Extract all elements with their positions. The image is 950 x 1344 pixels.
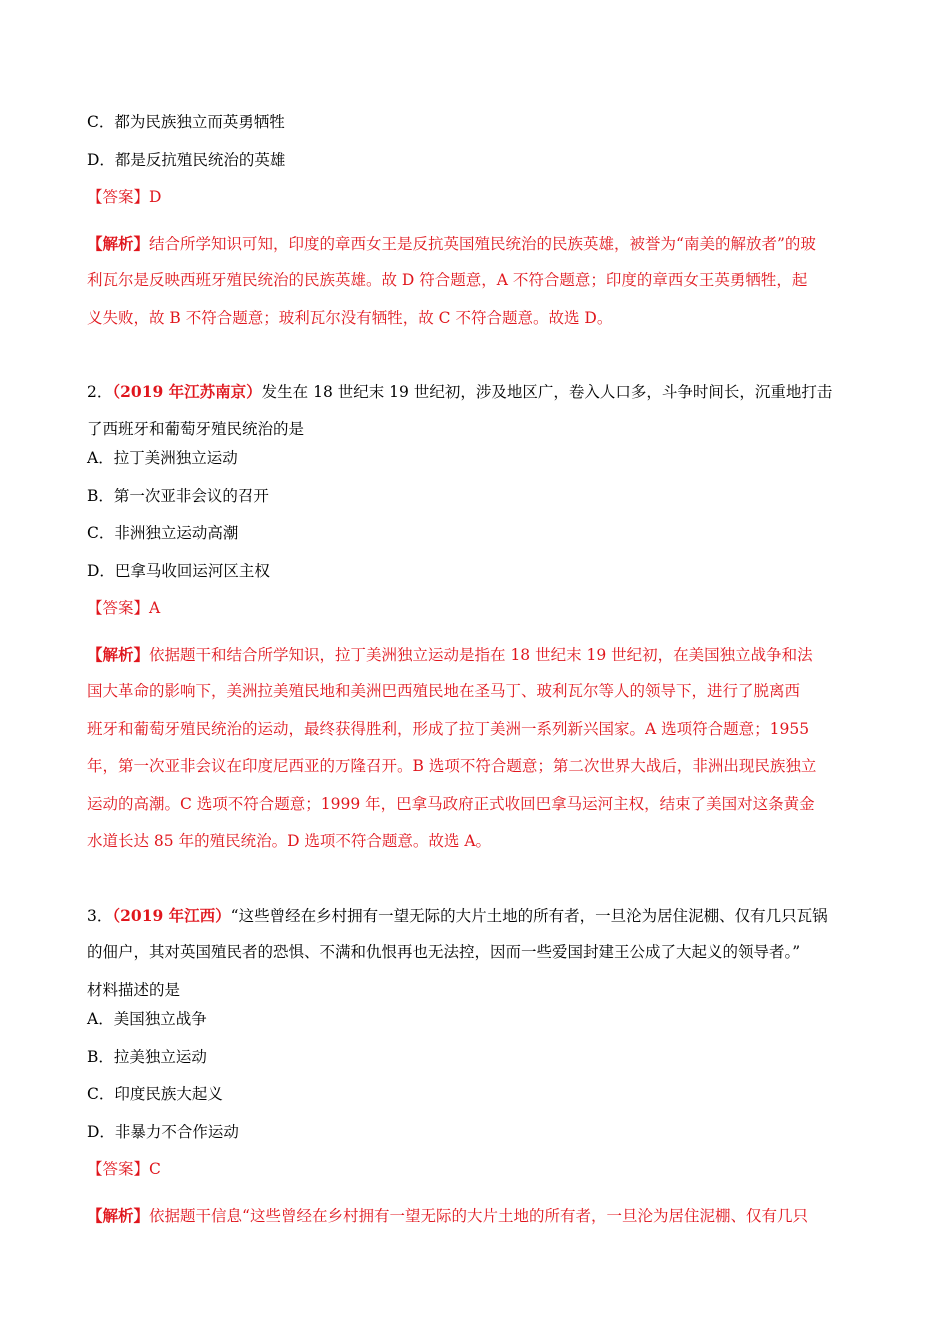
q3-number: 3． bbox=[87, 906, 113, 925]
q3-option-c bbox=[87, 1084, 867, 1122]
q3-option-a-text: A．美国独立战争 bbox=[87, 1010, 207, 1028]
q2-stem-line-2: 了西班牙和葡萄牙殖民统治的是 bbox=[87, 419, 305, 438]
q2-number: 2． bbox=[87, 383, 113, 401]
q1-option-c bbox=[87, 112, 867, 150]
q3-stem-line-2: 的佃户，其对英国殖民者的恐惧、不满和仇恨再也无法控，因而一些爱国封建王公成了大起义的领导者。” bbox=[87, 943, 801, 961]
q2-answer bbox=[87, 598, 867, 636]
q1-answer-label: 【答案】 bbox=[87, 188, 150, 206]
q3-analysis bbox=[87, 1197, 867, 1235]
q2-analysis-line-5: 运动的高潮。C 选项不符合题意；1999 年，巴拿马政府正式收回巴拿马运河主权，结束了美国对这条黄金 bbox=[87, 794, 815, 813]
q2-stem-line-1: 发生在 18 世纪末 19 世纪初，涉及地区广，卷入人口多，斗争时间长，沉重地打击 bbox=[261, 383, 833, 401]
q3-answer-label: 【答案】 bbox=[87, 1160, 150, 1178]
q3-analysis-line-1: 依据题干信息“这些曾经在乡村拥有一望无际的大片土地的所有者，一旦沦为居住泥棚、仅有几只 bbox=[149, 1206, 808, 1225]
q3-source: （2019 年江西） bbox=[112, 905, 231, 925]
q1-option-c-text: C．都为民族独立而英勇牺牲 bbox=[87, 113, 285, 131]
q2-option-c-text: C．非洲独立运动高潮 bbox=[87, 524, 239, 542]
q2-answer-label: 【答案】 bbox=[87, 599, 150, 617]
q2-option-a bbox=[87, 448, 867, 486]
q1-analysis-line-2: 利瓦尔是反映西班牙殖民统治的民族英雄。故 D 符合题意，A 不符合题意；印度的章西女王英勇牺牲，起 bbox=[87, 271, 808, 289]
q2-answer-value: A bbox=[149, 599, 161, 617]
q1-analysis-label: 【解析】 bbox=[87, 233, 150, 253]
q3-option-a bbox=[87, 1009, 867, 1047]
q1-answer-value: D bbox=[149, 188, 162, 206]
q2-source: （2019 年江苏南京） bbox=[112, 382, 262, 401]
q2-option-c bbox=[87, 523, 867, 561]
q2-analysis bbox=[87, 636, 867, 861]
q3-stem-line-1: “这些曾经在乡村拥有一望无际的大片土地的所有者，一旦沦为居住泥棚、仅有几只瓦锅 bbox=[230, 906, 828, 925]
q2-analysis-line-1: 依据题干和结合所学知识，拉丁美洲独立运动是指在 18 世纪末 19 世纪初，在美国独立战争和法 bbox=[149, 645, 813, 664]
q3-stem-line-3: 材料描述的是 bbox=[87, 980, 181, 999]
q3-option-d-text: D．非暴力不合作运动 bbox=[87, 1122, 239, 1141]
q2-stem bbox=[87, 373, 867, 448]
spacer bbox=[87, 337, 867, 373]
q3-option-b-text: B．拉美独立运动 bbox=[87, 1047, 207, 1066]
document-page bbox=[87, 112, 867, 1234]
q3-option-d bbox=[87, 1122, 867, 1160]
q2-option-b bbox=[87, 486, 867, 524]
q3-option-c-text: C．印度民族大起义 bbox=[87, 1085, 223, 1103]
q1-option-d-text: D．都是反抗殖民统治的英雄 bbox=[87, 150, 286, 169]
q2-analysis-line-2: 国大革命的影响下，美洲拉美殖民地和美洲巴西殖民地在圣马丁、玻利瓦尔等人的领导下，进行了脱离西 bbox=[87, 682, 801, 700]
q2-analysis-line-6: 水道长达 85 年的殖民统治。D 选项不符合题意。故选 A。 bbox=[87, 832, 492, 850]
q1-analysis-line-3: 义失败，故 B 不符合题意；玻利瓦尔没有牺牲，故 C 不符合题意。故选 D。 bbox=[87, 308, 613, 327]
q2-analysis-line-4: 年，第一次亚非会议在印度尼西亚的万隆召开。B 选项不符合题意；第二次世界大战后，非洲出现民族独立 bbox=[87, 757, 817, 775]
q1-analysis bbox=[87, 225, 867, 338]
q3-answer-value: C bbox=[149, 1160, 161, 1178]
q1-option-d bbox=[87, 150, 867, 188]
q2-analysis-label: 【解析】 bbox=[87, 644, 150, 664]
q3-stem bbox=[87, 897, 867, 1010]
q2-analysis-line-3: 班牙和葡萄牙殖民统治的运动，最终获得胜利，形成了拉丁美洲一系列新兴国家。A 选项符合题意；1955 bbox=[87, 719, 810, 738]
q1-answer bbox=[87, 187, 867, 225]
q3-option-b bbox=[87, 1047, 867, 1085]
q2-option-d bbox=[87, 561, 867, 599]
q2-option-d-text: D．巴拿马收回运河区主权 bbox=[87, 561, 270, 580]
spacer bbox=[87, 861, 867, 897]
q2-option-b-text: B．第一次亚非会议的召开 bbox=[87, 486, 269, 505]
q2-option-a-text: A．拉丁美洲独立运动 bbox=[87, 449, 238, 467]
q3-answer bbox=[87, 1159, 867, 1197]
q1-analysis-line-1: 结合所学知识可知，印度的章西女王是反抗英国殖民统治的民族英雄，被誉为“南美的解放者”的玻 bbox=[149, 234, 816, 253]
q3-analysis-label: 【解析】 bbox=[87, 1205, 150, 1225]
